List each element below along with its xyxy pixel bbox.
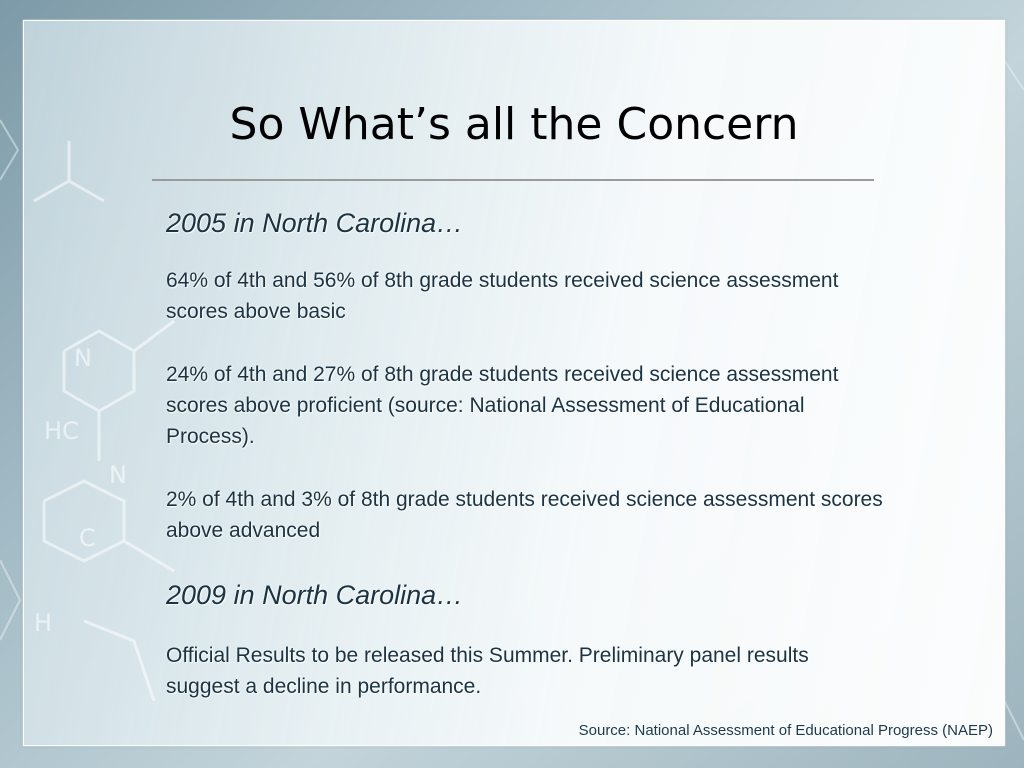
heading-2009: 2009 in North Carolina… <box>166 580 464 610</box>
slide-panel <box>23 20 1005 746</box>
paragraph-proficient-scores: 24% of 4th and 27% of 8th grade students received science assessment scores above proficient (source: National Assessment of Educational Process). <box>166 363 839 448</box>
svg-text:HC: HC <box>44 417 79 445</box>
source-citation: Source: National Assessment of Educational Progress (NAEP) <box>578 722 993 739</box>
slide-title: So What’s all the Concern <box>229 99 799 150</box>
paragraph-2009-results: Official Results to be released this Summer. Preliminary panel results suggest a decline in performance. <box>166 644 809 698</box>
svg-text:N: N <box>109 461 127 489</box>
svg-text:H: H <box>34 609 53 637</box>
heading-2005: 2005 in North Carolina… <box>166 208 464 238</box>
paragraph-basic-scores: 64% of 4th and 56% of 8th grade students received science assessment scores above basic <box>166 269 839 323</box>
paragraph-advanced-scores: 2% of 4th and 3% of 8th grade students received science assessment scores above advanced <box>166 488 883 542</box>
svg-text:C: C <box>79 524 96 552</box>
slide-content <box>166 207 886 702</box>
title-divider <box>152 179 874 181</box>
svg-text:N: N <box>74 344 92 372</box>
